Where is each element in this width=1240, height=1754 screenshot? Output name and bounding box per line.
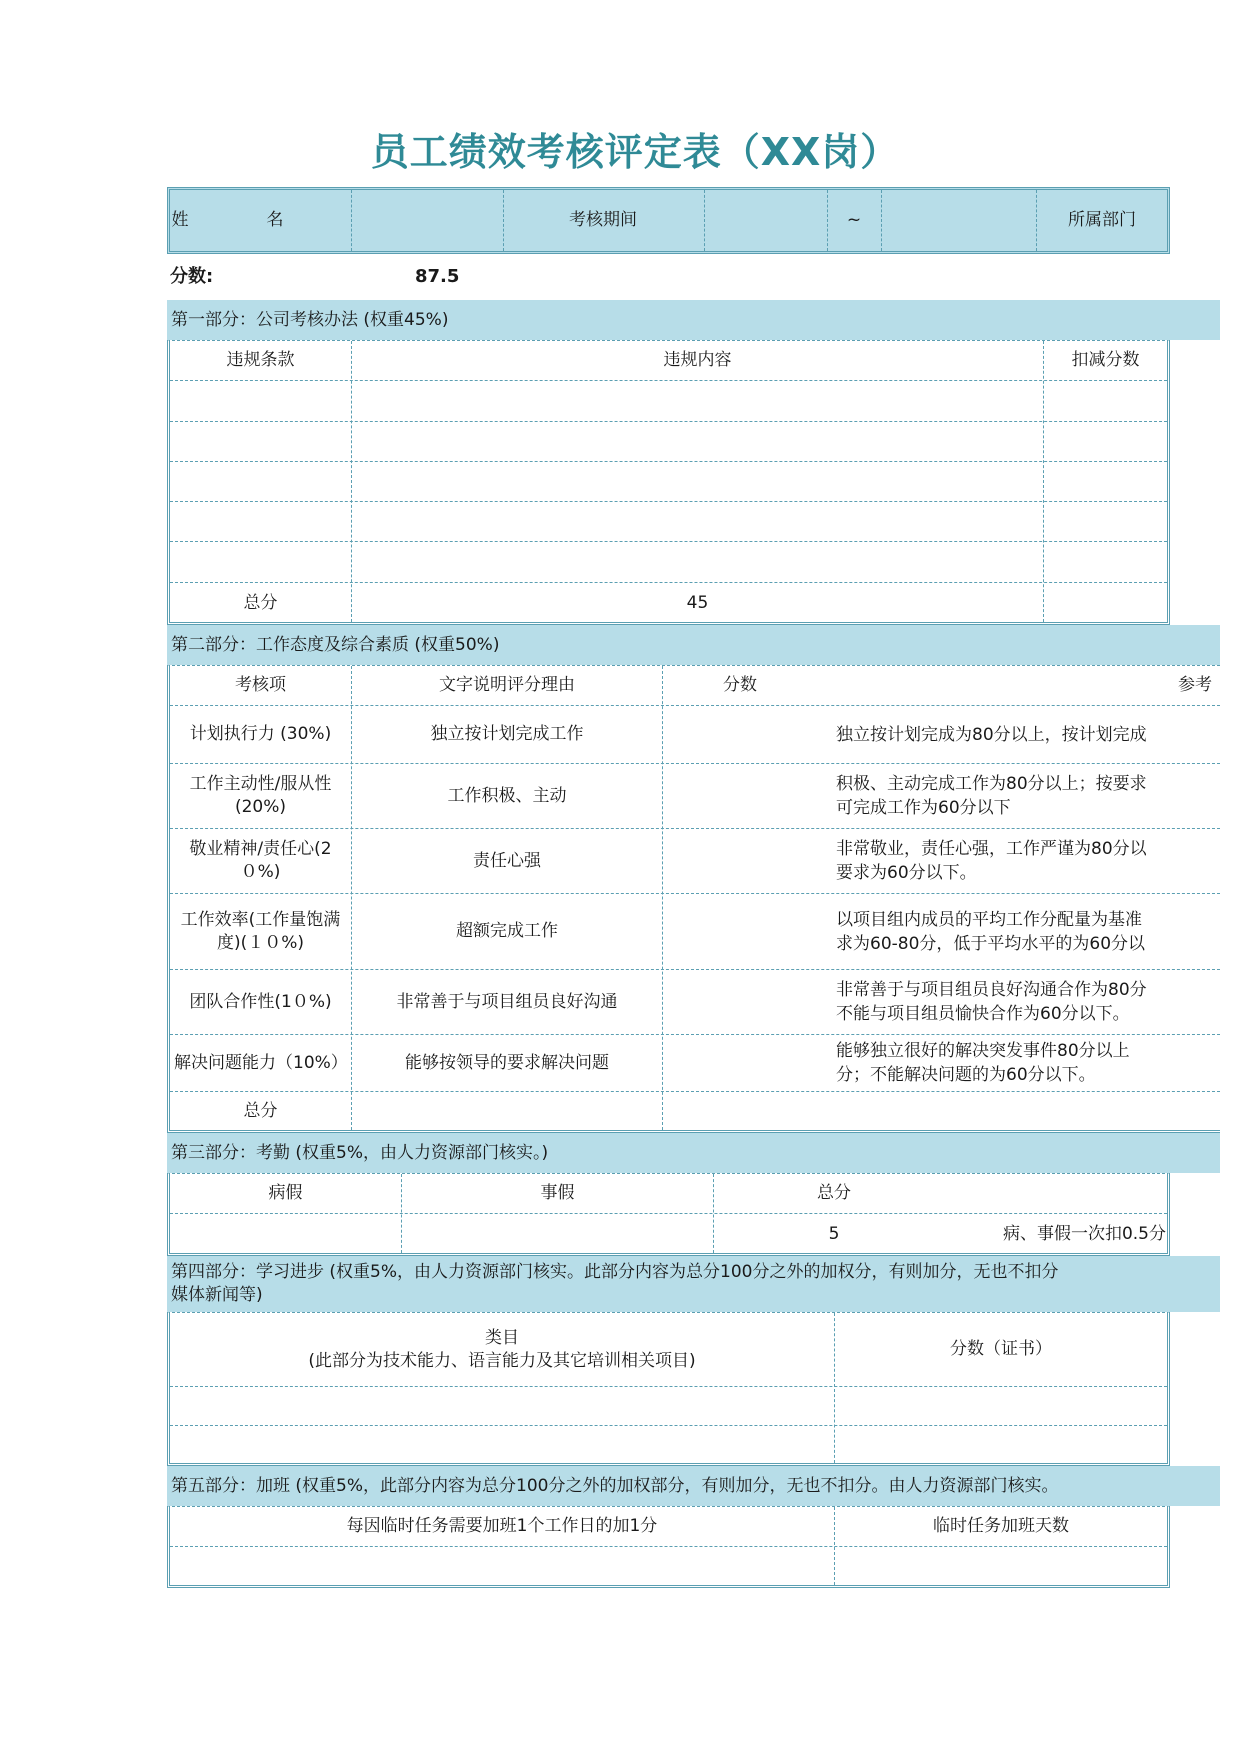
part5-table (167, 1506, 1170, 1588)
part5-col-days: 临时任务加班天数 (933, 1516, 1069, 1536)
part2-col-score: 分数 (723, 675, 757, 695)
part4-header (167, 1256, 1220, 1312)
part2-row-item: 计划执行力 (30%) (189, 724, 332, 744)
part1-col-content: 违规内容 (663, 350, 732, 370)
period-tilde: ~ (846, 210, 862, 230)
part2-row-item: 敬业精神/责任心(2０%) (189, 839, 332, 882)
part2-row-item: 工作效率(工作量饱满度)(１０%) (180, 909, 341, 953)
part3-col-personal: 事假 (540, 1183, 575, 1203)
part2-col-reference: 参考 (1178, 675, 1212, 695)
part2-row-reason: 责任心强 (473, 850, 541, 871)
part1-table (167, 340, 1170, 625)
part4-col-category (170, 1313, 834, 1386)
part4-col-category-note: (此部分为技术能力、语言能力及其它培训相关项目) (308, 1350, 696, 1371)
page-title: 员工绩效考核评定表（XX岗） (370, 130, 900, 174)
part4-header-line2: 媒体新闻等) (171, 1285, 263, 1305)
part4-col-score: 分数（证书） (950, 1339, 1052, 1359)
part3-table (167, 1173, 1170, 1256)
part4-table (167, 1312, 1170, 1466)
part2-row-reason: 工作积极、主动 (447, 785, 567, 806)
part2-table (167, 665, 1220, 1133)
part3-total-value: 5 (828, 1223, 840, 1244)
part1-col-deduction: 扣减分数 (1071, 350, 1140, 370)
part2-row-score[interactable] (663, 894, 833, 969)
part5-col-rule: 每因临时任务需要加班1个工作日的加1分 (346, 1516, 658, 1536)
part1-col-clause: 违规条款 (226, 350, 295, 370)
part2-total-label: 总分 (243, 1101, 278, 1121)
part2-row-reference: 能够独立很好的解决突发事件80分以上分；不能解决问题的为60分以下。 (836, 1041, 1130, 1085)
part2-row-reference: 以项目组内成员的平均工作分配量为基准求为60-80分，低于平均水平的为60分以 (836, 909, 1146, 954)
part1-total-value: 45 (686, 592, 709, 613)
part2-header: 第二部分：工作态度及综合素质 (权重50%) (167, 625, 1220, 665)
part2-row-score[interactable] (663, 1035, 833, 1091)
part3-header: 第三部分：考勤 (权重5%，由人力资源部门核实。) (167, 1133, 1220, 1173)
part5-days-value[interactable] (835, 1547, 1167, 1586)
period-end-cell[interactable] (882, 190, 1034, 251)
score-label: 分数: (170, 266, 214, 287)
part2-row-reason: 独立按计划完成工作 (430, 724, 584, 744)
name-value-cell[interactable] (352, 190, 502, 251)
part5-header: 第五部分：加班 (权重5%，此部分内容为总分100分之外的加权部分，有则加分，无也不扣分。由人力资源部门核实。 (167, 1466, 1220, 1506)
part2-row-score[interactable] (663, 829, 833, 893)
name-label-char-1: 姓 (171, 210, 189, 230)
part2-row-item: 解决问题能力（10%） (174, 1052, 348, 1073)
dept-label: 所属部门 (1068, 210, 1136, 230)
part3-col-sick: 病假 (268, 1183, 303, 1203)
part3-note: 病、事假一次扣0.5分 (1002, 1223, 1166, 1244)
part2-row-reason: 非常善于与项目组员良好沟通 (396, 991, 618, 1012)
part2-row-reason: 能够按领导的要求解决问题 (405, 1052, 609, 1073)
period-start-cell[interactable] (705, 190, 825, 251)
part3-sick-value[interactable] (170, 1214, 401, 1254)
part2-row-score[interactable] (663, 764, 833, 828)
part3-personal-value[interactable] (402, 1214, 713, 1254)
employee-info-table (167, 187, 1170, 254)
period-label: 考核期间 (569, 210, 637, 230)
part1-total-label: 总分 (243, 592, 278, 613)
part2-col-item: 考核项 (235, 675, 286, 695)
part2-row-score[interactable] (663, 970, 833, 1034)
part4-col-category-title: 类目 (485, 1327, 519, 1348)
part2-row-item: 团队合作性(1０%) (189, 991, 332, 1012)
part4-header-line1: 第四部分：学习进步 (权重5%，由人力资源部门核实。此部分内容为总分100分之外的加权分，有则加分，无也不扣分 (171, 1262, 1059, 1282)
part1-header: 第一部分：公司考核办法 (权重45%) (167, 300, 1220, 340)
part2-row-reference: 积极、主动完成工作为80分以上；按要求可完成工作为60分以下 (836, 774, 1147, 818)
part2-row-reference: 非常善于与项目组员良好沟通合作为80分不能与项目组员愉快合作为60分以下。 (836, 980, 1147, 1024)
part2-row-reference: 非常敬业，责任心强，工作严谨为80分以要求为60分以下。 (836, 839, 1147, 883)
part5-rule-value[interactable] (170, 1547, 834, 1586)
name-label-char-2: 名 (266, 210, 284, 230)
part2-row-score[interactable] (663, 706, 833, 763)
part3-col-total: 总分 (817, 1183, 851, 1203)
score-value: 87.5 (415, 266, 460, 287)
part2-row-item: 工作主动性/服从性(20%) (189, 774, 332, 817)
part2-row-reference: 独立按计划完成为80分以上，按计划完成 (836, 724, 1147, 745)
part2-row-reason: 超额完成工作 (456, 921, 558, 941)
part2-col-reason: 文字说明评分理由 (439, 675, 575, 695)
